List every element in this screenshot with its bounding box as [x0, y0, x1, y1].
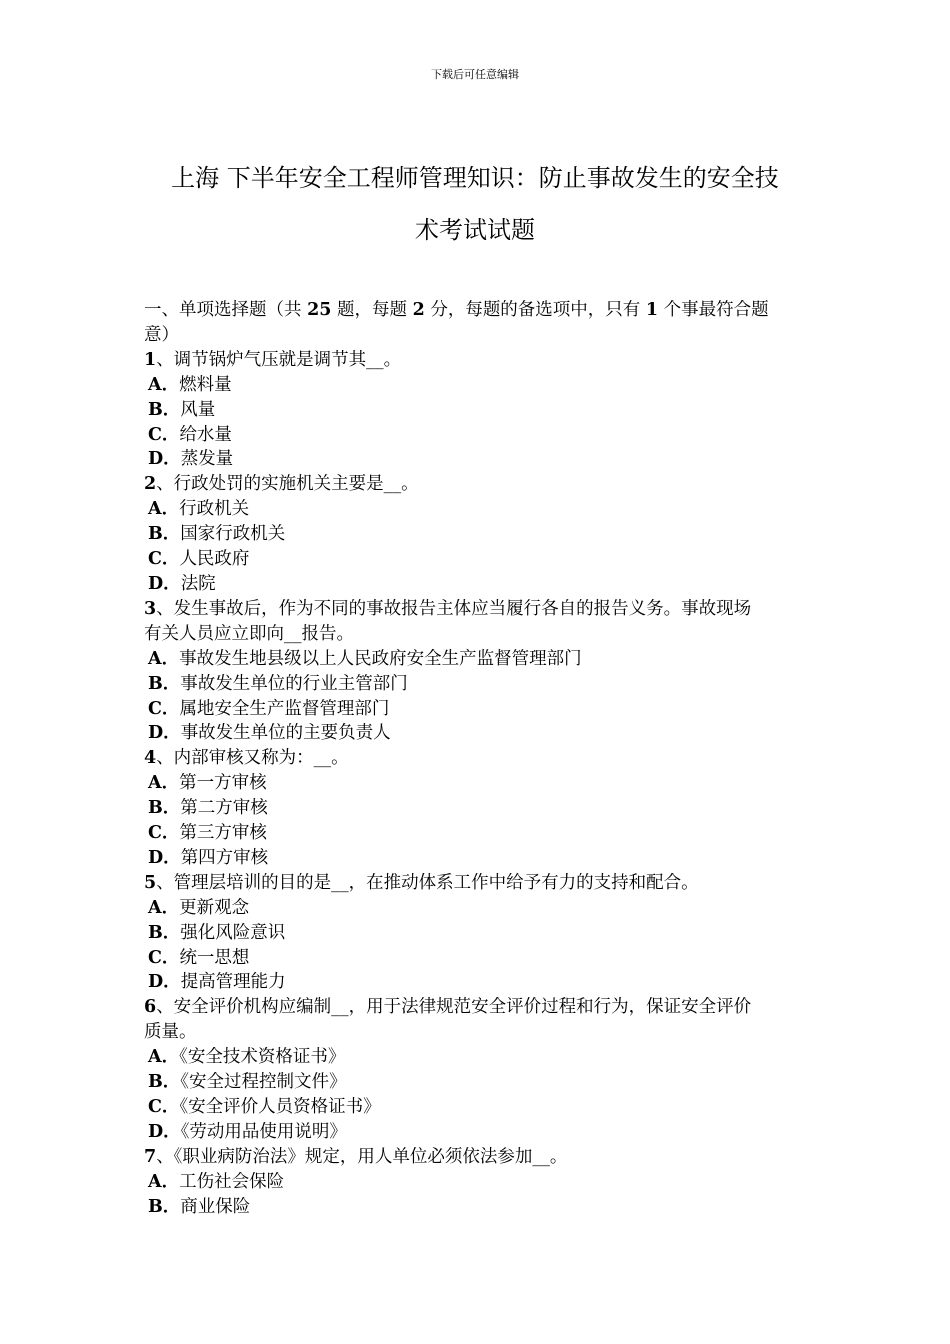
question-stem [144, 472, 810, 497]
option-text: 第四方审核 [180, 847, 269, 868]
question-text: 质量。 [144, 1022, 197, 1043]
option-text: 第一方审核 [179, 773, 267, 794]
question-number: 1 [144, 349, 157, 370]
answer-option [144, 821, 810, 846]
answer-option [144, 1120, 810, 1145]
question-stem-cont [144, 622, 810, 647]
option-letter: D． [148, 573, 181, 594]
header-note: 下载后可任意编辑 [431, 68, 519, 81]
option-letter: C． [148, 1097, 180, 1117]
option-letter: B． [148, 798, 181, 819]
answer-option [144, 796, 810, 821]
option-letter: D． [148, 1121, 181, 1142]
question-text: 、内部审核又称为：__。 [156, 748, 349, 769]
option-text: 国家行政机关 [180, 524, 286, 545]
option-text: 强化风险意识 [180, 922, 286, 943]
question-text: 、发生事故后，作为不同的事故报告主体应当履行各自的报告义务。事故现场 [156, 598, 752, 619]
answer-option [144, 970, 810, 995]
option-text: 第三方审核 [179, 823, 267, 844]
question-text: 、管理层培训的目的是__，在推动体系工作中给予有力的支持和配合。 [156, 872, 699, 893]
question-stem [144, 1145, 810, 1170]
section-heading [144, 298, 810, 323]
option-text: 提高管理能力 [180, 972, 286, 993]
answer-option [144, 771, 810, 796]
answer-option [144, 946, 810, 971]
option-text: 更新观念 [179, 897, 250, 918]
option-letter: C． [148, 549, 180, 570]
question-number: 4 [144, 748, 157, 769]
option-text: 第二方审核 [180, 798, 268, 819]
question-stem [144, 746, 810, 771]
option-text: 《安全技术资格证书》 [179, 1047, 346, 1068]
option-text: 法院 [180, 573, 216, 594]
option-letter: B． [148, 524, 181, 545]
section-one: 1 [645, 300, 659, 320]
option-text: 统一思想 [179, 947, 250, 968]
question-stem [144, 871, 810, 896]
option-letter: C． [148, 823, 180, 844]
section-text: 分，每题的备选项中，只有 [424, 300, 646, 320]
answer-option [144, 373, 810, 398]
question-list [144, 298, 810, 1220]
option-text: 工伤社会保险 [179, 1171, 285, 1192]
answer-option [144, 447, 810, 472]
answer-option [144, 398, 810, 423]
question-stem-cont [144, 1020, 810, 1045]
option-letter: B． [148, 1072, 181, 1093]
answer-option [144, 1195, 810, 1220]
option-letter: A． [148, 773, 180, 794]
answer-option [144, 522, 810, 547]
option-text: 事故发生地县级以上人民政府安全生产监督管理部门 [179, 648, 582, 669]
option-letter: D． [148, 972, 181, 993]
question-number: 2 [144, 474, 157, 495]
answer-option [144, 672, 810, 697]
option-letter: B． [148, 922, 181, 943]
option-text: 蒸发量 [180, 449, 234, 470]
answer-option [144, 1070, 810, 1095]
question-number: 3 [144, 598, 157, 619]
option-letter: C． [148, 424, 180, 445]
answer-option [144, 1045, 810, 1070]
option-letter: A． [148, 374, 180, 395]
answer-option [144, 846, 810, 871]
answer-option [144, 721, 810, 746]
option-letter: A． [148, 499, 180, 520]
section-heading-cont: 意） [144, 324, 179, 345]
option-text: 《劳动用品使用说明》 [180, 1121, 347, 1142]
answer-option [144, 647, 810, 672]
section-count: 25 [307, 300, 332, 320]
question-text: 、《职业病防治法》规定，用人单位必须依法参加__。 [156, 1146, 568, 1167]
option-letter: D． [148, 723, 181, 744]
question-stem [144, 995, 810, 1020]
option-text: 《安全评价人员资格证书》 [179, 1097, 381, 1117]
section-text: 一、单项选择题（共 [144, 300, 308, 320]
question-text: 、调节锅炉气压就是调节其__。 [156, 349, 402, 370]
option-letter: C． [148, 947, 180, 968]
answer-option [144, 547, 810, 572]
option-letter: B． [148, 399, 181, 420]
option-letter: A． [148, 648, 180, 669]
answer-option [144, 921, 810, 946]
question-number: 7 [144, 1146, 157, 1167]
option-letter: A． [148, 1171, 180, 1192]
option-text: 风量 [180, 399, 216, 420]
section-text: 题，每题 [331, 300, 413, 320]
answer-option [144, 1095, 810, 1120]
answer-option [144, 896, 810, 921]
option-letter: D． [148, 847, 181, 868]
option-text: 属地安全生产监督管理部门 [179, 698, 390, 719]
option-letter: A． [148, 897, 180, 918]
answer-option [144, 497, 810, 522]
title-line-1: 上海 下半年安全工程师管理知识：防止事故发生的安全技 [171, 164, 779, 192]
option-letter: B． [148, 1196, 181, 1217]
question-text: 、安全评价机构应编制__，用于法律规范安全评价过程和行为，保证安全评价 [156, 997, 752, 1018]
option-text: 燃料量 [179, 374, 232, 395]
option-text: 《安全过程控制文件》 [180, 1072, 347, 1093]
option-letter: D． [148, 449, 181, 470]
answer-option [144, 697, 810, 722]
question-stem [144, 348, 810, 373]
option-text: 事故发生单位的行业主管部门 [180, 673, 408, 694]
section-text: 个事最符合题 [658, 300, 769, 320]
option-text: 事故发生单位的主要负责人 [180, 723, 391, 744]
question-number: 6 [144, 997, 157, 1018]
answer-option [144, 1170, 810, 1195]
section-points: 2 [412, 300, 425, 320]
question-text: 有关人员应立即向__报告。 [144, 623, 354, 644]
question-text: 、行政处罚的实施机关主要是__。 [156, 474, 419, 495]
answer-option [144, 423, 810, 448]
option-text: 给水量 [179, 424, 232, 445]
option-letter: B． [148, 673, 181, 694]
question-stem [144, 597, 810, 622]
question-number: 5 [144, 872, 157, 893]
page-title [100, 152, 850, 256]
option-text: 商业保险 [180, 1196, 251, 1217]
option-text: 人民政府 [179, 549, 250, 570]
title-line-2: 术考试试题 [415, 216, 535, 244]
option-letter: C． [148, 698, 180, 719]
option-letter: A． [148, 1047, 180, 1068]
answer-option [144, 572, 810, 597]
option-text: 行政机关 [179, 499, 250, 520]
